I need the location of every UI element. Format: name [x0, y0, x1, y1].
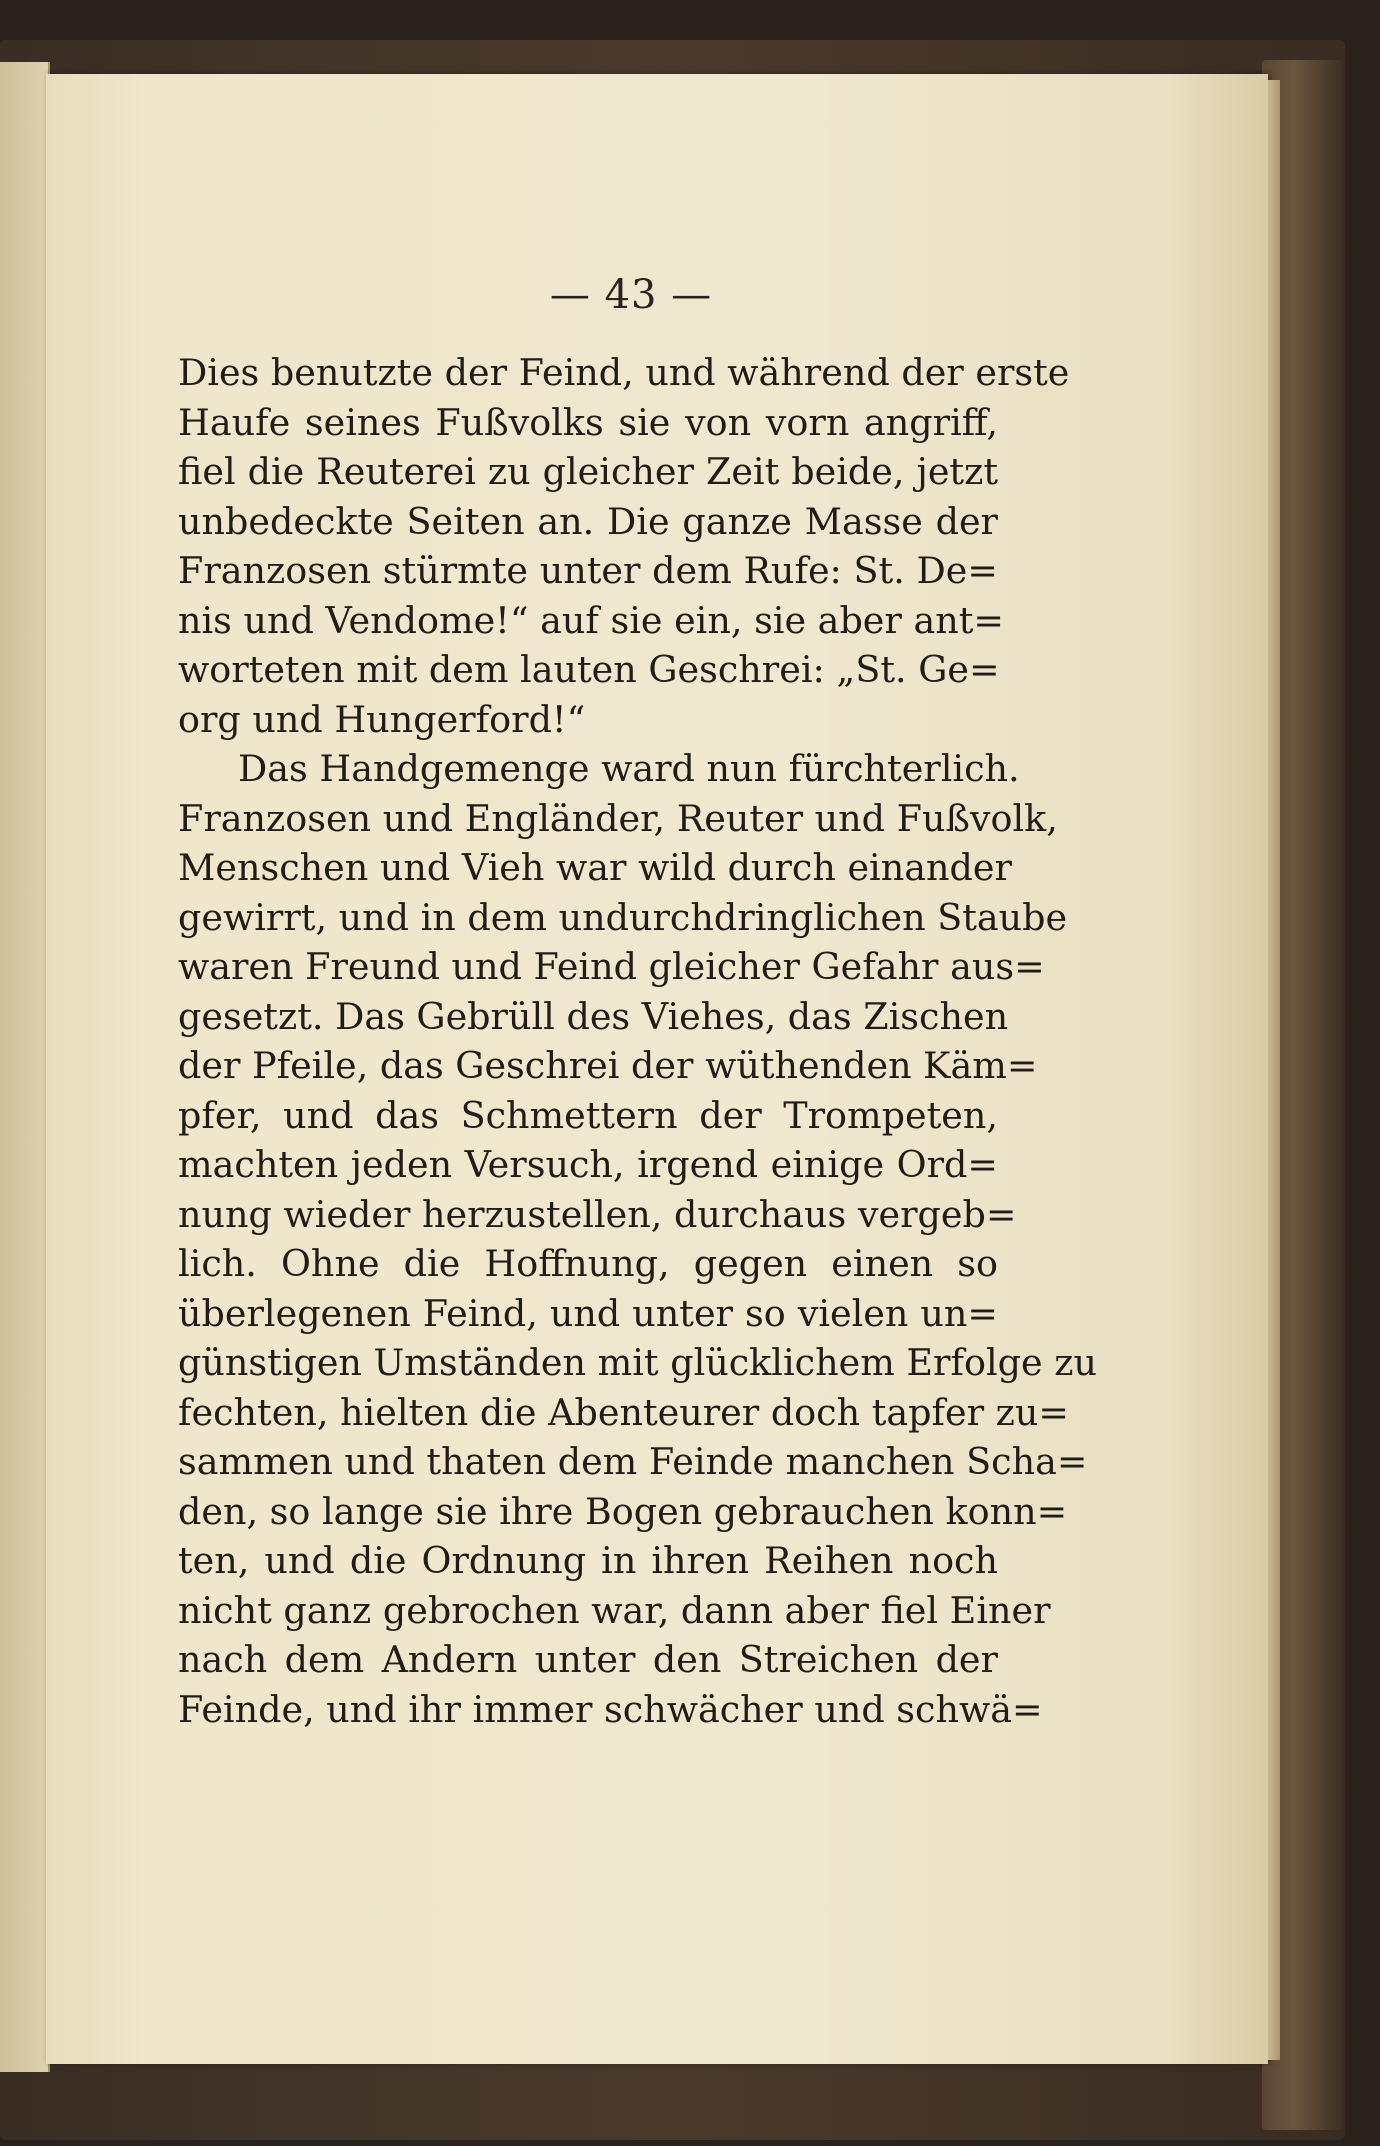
text-line: org und Hungerford!“: [178, 697, 586, 741]
text-line: Dies benutzte der Feind, und während der erste: [178, 351, 1070, 394]
text-line: Das Handgemenge ward nun fürchterlich.: [238, 747, 1020, 790]
previous-page-edge: [0, 62, 50, 2072]
text-line: überlegenen Feind, und unter so vielen un=: [178, 1291, 998, 1335]
text-line: pfer, und das Schmettern der Trompeten,: [178, 1093, 998, 1137]
text-line: Franzosen und Engländer, Reuter und Fußvolk,: [178, 796, 1058, 840]
text-line: Franzosen stürmte unter dem Rufe: St. De=: [178, 549, 998, 592]
text-line: Feinde, und ihr immer schwächer und schwä=: [178, 1687, 1043, 1731]
text-line: gewirrt, und in dem undurchdringlichen Staube: [178, 895, 1068, 939]
text-line: Haufe seines Fußvolks sie von vorn angriff,: [178, 400, 998, 444]
text-line: machten jeden Versuch, irgend einige Ord=: [178, 1143, 998, 1186]
text-line: nicht ganz gebrochen war, dann aber fiel Einer: [178, 1588, 1051, 1632]
text-line: sammen und thaten dem Feinde manchen Scha=: [178, 1440, 1088, 1483]
text-line: fechten, hielten die Abenteurer doch tapfer zu=: [178, 1390, 1069, 1434]
text-line: unbedeckte Seiten an. Die ganze Masse der: [178, 499, 998, 543]
text-line: Menschen und Vieh war wild durch einander: [178, 846, 1012, 889]
text-line: nach dem Andern unter den Streichen der: [178, 1638, 998, 1681]
text-line: nis und Vendome!“ auf sie ein, sie aber ant=: [178, 598, 1004, 642]
page-stack-edge: [1268, 80, 1280, 2060]
text-line: günstigen Umständen mit glücklichem Erfolge zu: [178, 1341, 1097, 1384]
text-line: der Pfeile, das Geschrei der wüthenden Käm=: [178, 1044, 1038, 1087]
text-line: ten, und die Ordnung in ihren Reihen noch: [178, 1539, 998, 1582]
text-line: worteten mit dem lauten Geschrei: „St. Ge=: [178, 648, 1000, 691]
text-line: den, so lange sie ihre Bogen gebrauchen konn=: [178, 1489, 1068, 1533]
text-line: gesetzt. Das Gebrüll des Viehes, das Zischen: [178, 994, 1009, 1038]
text-line: fiel die Reuterei zu gleicher Zeit beide, jetzt: [178, 450, 998, 493]
text-line: lich. Ohne die Hoffnung, gegen einen so: [178, 1242, 998, 1285]
page-number: — 43 —: [549, 272, 713, 318]
text-line: waren Freund und Feind gleicher Gefahr aus=: [178, 945, 1045, 988]
text-line: nung wieder herzustellen, durchaus vergeb=: [178, 1192, 1017, 1236]
body-text: [178, 348, 1097, 1734]
